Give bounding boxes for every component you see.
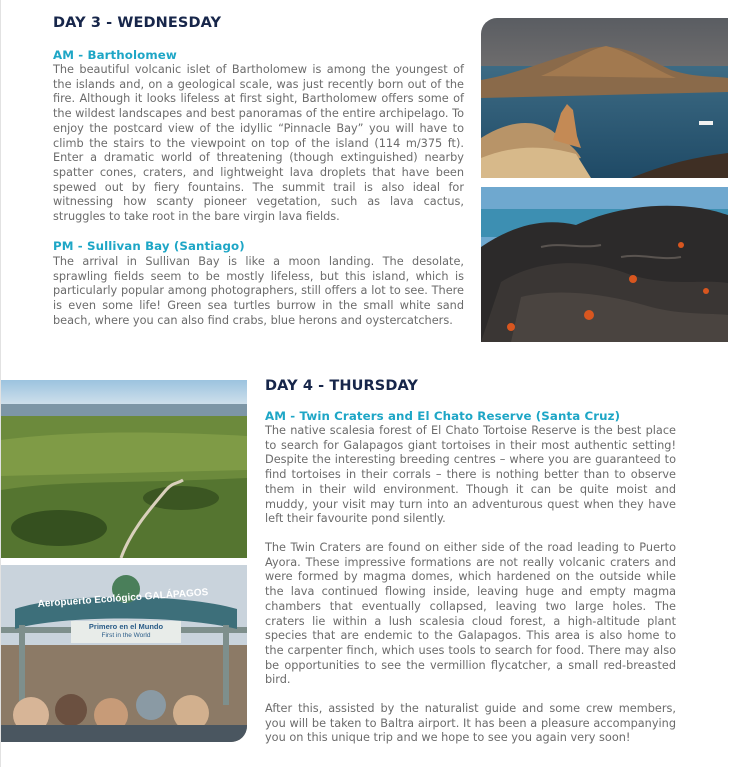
day3-am-text: The beautiful volcanic islet of Bartholomew is among the youngest of the islands and, on a geological scale, was just recently born out of the fire. Although it looks lifeless at first sight, Bartholomew offers some of the wildest landscapes and best panoramas of the entire archipelago. To enjoy the postcard view of the idyllic “Pinnacle Bay” you will have to climb the stairs to the viewpoint on top of the island (114 m/375 ft). Enter a dramatic world of threatening (though extinguished) nearby spatter cones, craters, and lightweight lava droplets that have been spewed out by fiery fountains. The summit trail is also ideal for witnessing how scanty pioneer vegetation, such as lava cactus, struggles to take root in the bare virgin lava fields.: [53, 63, 464, 224]
day4-text-departure: After this, assisted by the naturalist guide and some crew members, you will be taken to Baltra airport. It has been a pleasure accompanying you on this unique trip and we hope to see you again very soon!: [265, 702, 676, 745]
day4-text-twin-craters: The Twin Craters are found on either side of the road leading to Puerto Ayora. These impressive formations are not really volcanic craters and were formed by magma domes, which hardened on the outside while the lava continued flowing inside, leaving huge and empty magma chambers that eventually collapsed, leaving two large holes. The craters lie within a lush scalesia cloud forest, a high-altitude plant species that are endemic to the Galapagos. This area is also home to the carpenter finch, which uses tools to search for food. There may also be opportunities to see the vermillion flycatcher, a small red-breasted bird.: [265, 541, 676, 687]
day4-heading: DAY 4 - THURSDAY: [265, 378, 419, 394]
sullivan-bay-photo: [481, 187, 728, 342]
day3-pm-text: The arrival in Sullivan Bay is like a moon landing. The desolate, sprawling fields seem to be mostly lifeless, but this island, which is particularly popular among photographers, still offers a lot to see. There is even some life! Green sea turtles burrow in the small white sand beach, where you can also find crabs, blue herons and oystercatchers.: [53, 255, 464, 327]
day4-text-tortoise-reserve: The native scalesia forest of El Chato Tortoise Reserve is the best place to search for Galapagos giant tortoises in their most authentic setting! Despite the interesting breeding centres – where you are guaranteed to find tortoises in their corrals – there is nothing better than to observe them in their wild environment. Though it can be quite moist and muddy, your visit may turn into an adventurous quest when they have left their favourite pond silently.: [265, 424, 676, 526]
twin-craters-photo: [1, 380, 247, 558]
airport-sign-mid: Primero en el Mundo: [88, 622, 164, 631]
airport-sign-top: Aeropuerto Ecológico GALÁPAGOS: [37, 587, 209, 610]
day4-am-heading: AM - Twin Craters and El Chato Reserve (Santa Cruz): [265, 409, 621, 423]
bartholomew-photo: [481, 18, 728, 178]
day3-am-heading: AM - Bartholomew: [53, 48, 177, 62]
day3-pm-heading: PM - Sullivan Bay (Santiago): [53, 239, 245, 253]
baltra-airport-photo: [1, 565, 247, 742]
day3-heading: DAY 3 - WEDNESDAY: [53, 15, 222, 31]
airport-sign-bottom: First in the World: [101, 632, 151, 639]
